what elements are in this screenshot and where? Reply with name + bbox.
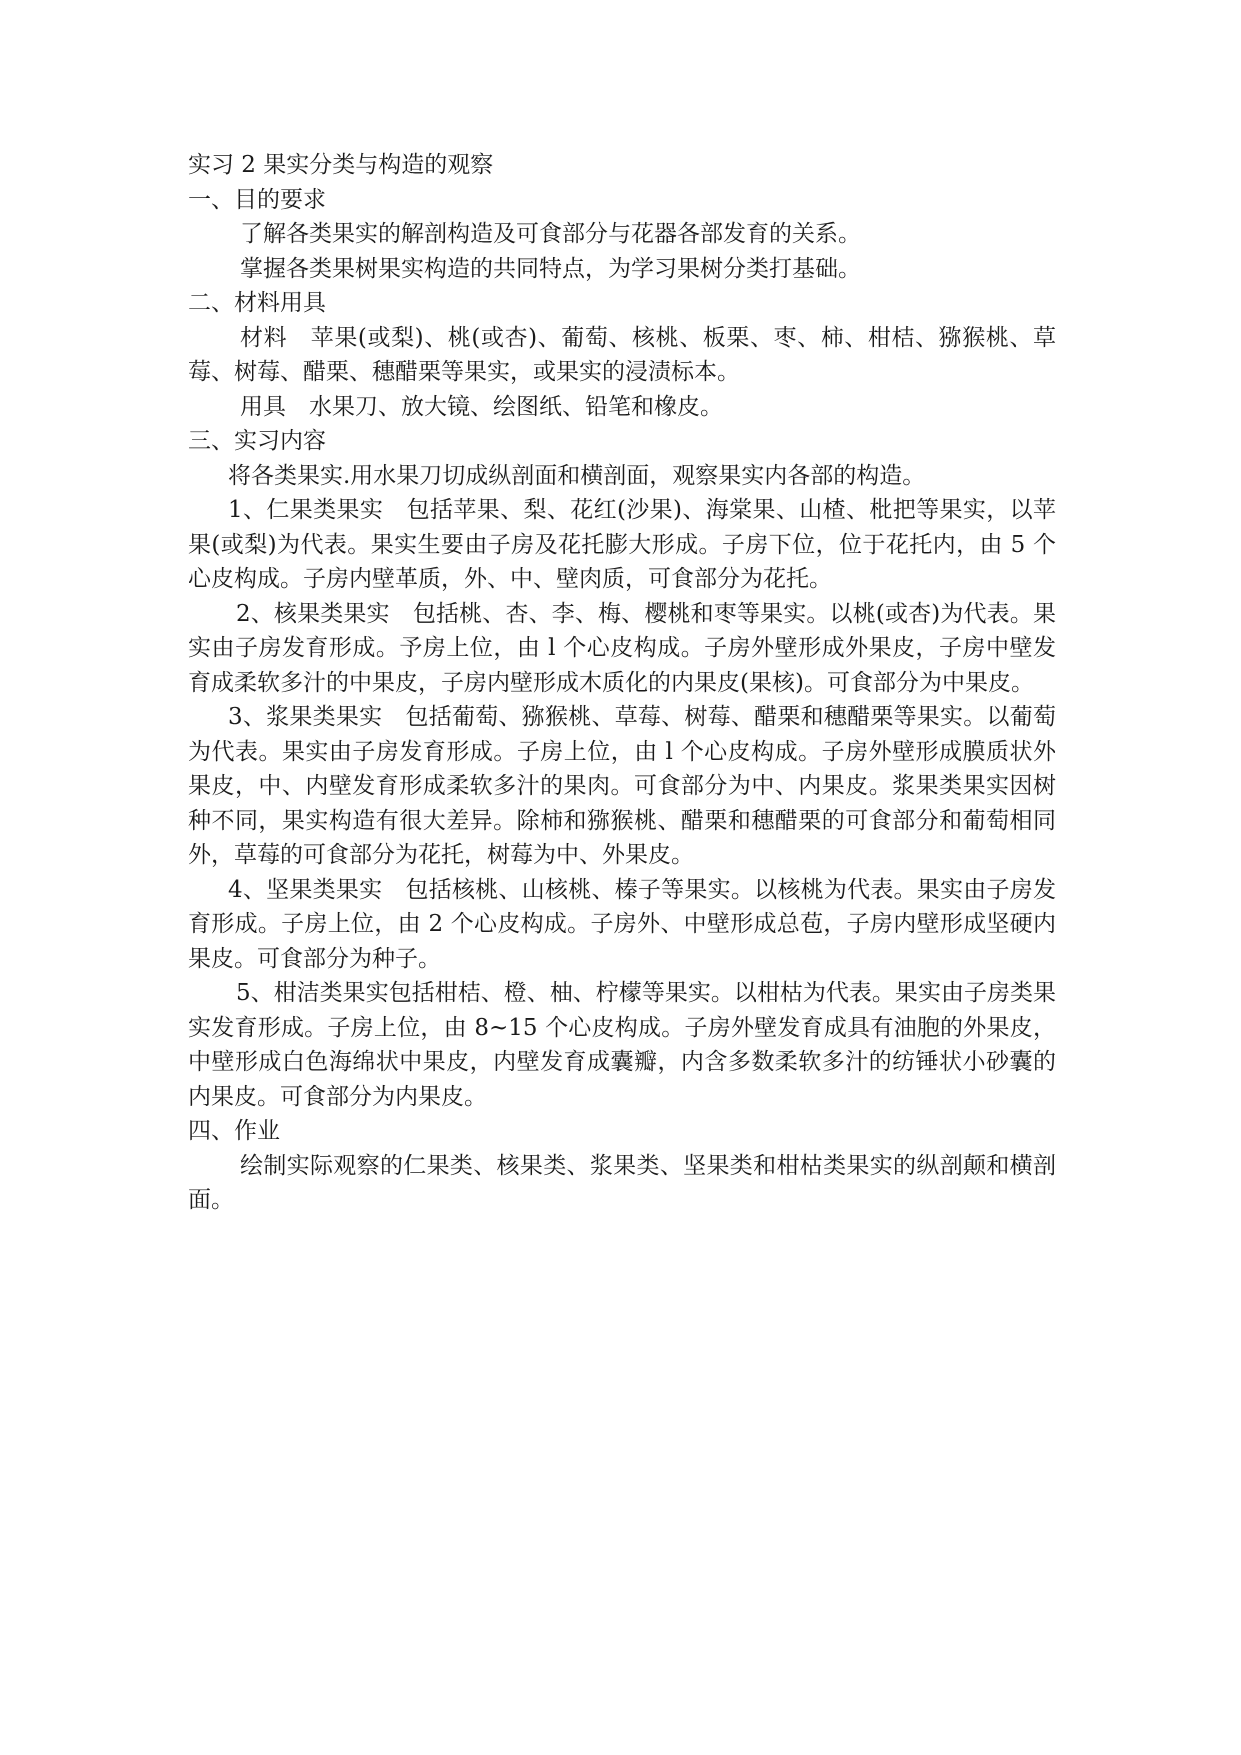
paragraph-content-intro: 将各类果实.用水果刀切成纵剖面和横剖面，观察果实内各部的构造。 [228,462,926,489]
paragraph-drupe-fruit: 2、核果类果实 包括桃、杏、李、梅、樱桃和枣等果实。以桃(或杏)为代表。果实由子房发育形成。予房上位，由 l 个心皮构成。子房外壁形成外果皮，子房中壁发育成柔软多汁的中果皮，子房内壁形成木质化的内果皮(果核)。可食部分为中果皮。 [188,600,1056,696]
document-body [188,148,1056,1218]
section-heading-content: 三、实习内容 [188,428,326,454]
section-heading-materials: 二、材料用具 [188,290,326,316]
paragraph-citrus-fruit: 5、柑洁类果实包括柑桔、橙、柚、柠檬等果实。以柑枯为代表。果实由子房类果实发育形成。子房上位，由 8~15 个心皮构成。子房外壁发育成具有油胞的外果皮，中壁形成白色海绵状中果皮，内壁发育成囊瓣，内含多数柔软多汁的纺锤状小砂囊的内果皮。可食部分为内果皮。 [188,980,1056,1110]
section-heading-assignment: 四、作业 [188,1118,280,1144]
document-title: 实习 2 果实分类与构造的观察 [188,152,494,178]
paragraph-pome-fruit: 1、仁果类果实 包括苹果、梨、花红(沙果)、海棠果、山楂、枇把等果实，以苹果(或梨)为代表。果实生要由子房及花托膨大形成。子房下位，位于花托内，由 5 个心皮构成。子房内壁革质，外、中、壁肉质，可食部分为花托。 [188,497,1056,592]
paragraph-assignment: 绘制实际观察的仁果类、核果类、浆果类、坚果类和柑枯类果实的纵剖颠和横剖面。 [188,1152,1056,1213]
paragraph-objective-2: 掌握各类果树果实构造的共同特点，为学习果树分类打基础。 [240,255,861,282]
paragraph-objective-1: 了解各类果实的解剖构造及可食部分与花器各部发育的关系。 [240,221,861,247]
paragraph-tools: 用具 水果刀、放大镜、绘图纸、铅笔和橡皮。 [240,393,723,420]
paragraph-materials: 材料 苹果(或梨)、桃(或杏)、葡萄、核桃、板栗、枣、柿、柑桔、猕猴桃、草莓、树莓、醋栗、穗醋栗等果实，或果实的浸渍标本。 [188,324,1056,385]
paragraph-nut-fruit: 4、坚果类果实 包括核桃、山核桃、榛子等果实。以核桃为代表。果实由子房发育形成。子房上位，由 2 个心皮构成。子房外、中壁形成总苞，子房内壁形成坚硬内果皮。可食部分为种子。 [188,876,1056,972]
section-heading-objectives: 一、目的要求 [188,186,326,213]
paragraph-berry-fruit: 3、浆果类果实 包括葡萄、猕猴桃、草莓、树莓、醋栗和穗醋栗等果实。以葡萄为代表。果实由子房发育形成。子房上位，由 l 个心皮构成。子房外壁形成膜质状外果皮，中、内壁发育形成柔软多汁的果肉。可食部分为中、内果皮。浆果类果实因树种不同，果实构造有很大差异。除柿和猕猴桃、醋栗和穗醋栗的可食部分和葡萄相同外，草莓的可食部分为花托，树莓为中、外果皮。 [188,704,1056,868]
